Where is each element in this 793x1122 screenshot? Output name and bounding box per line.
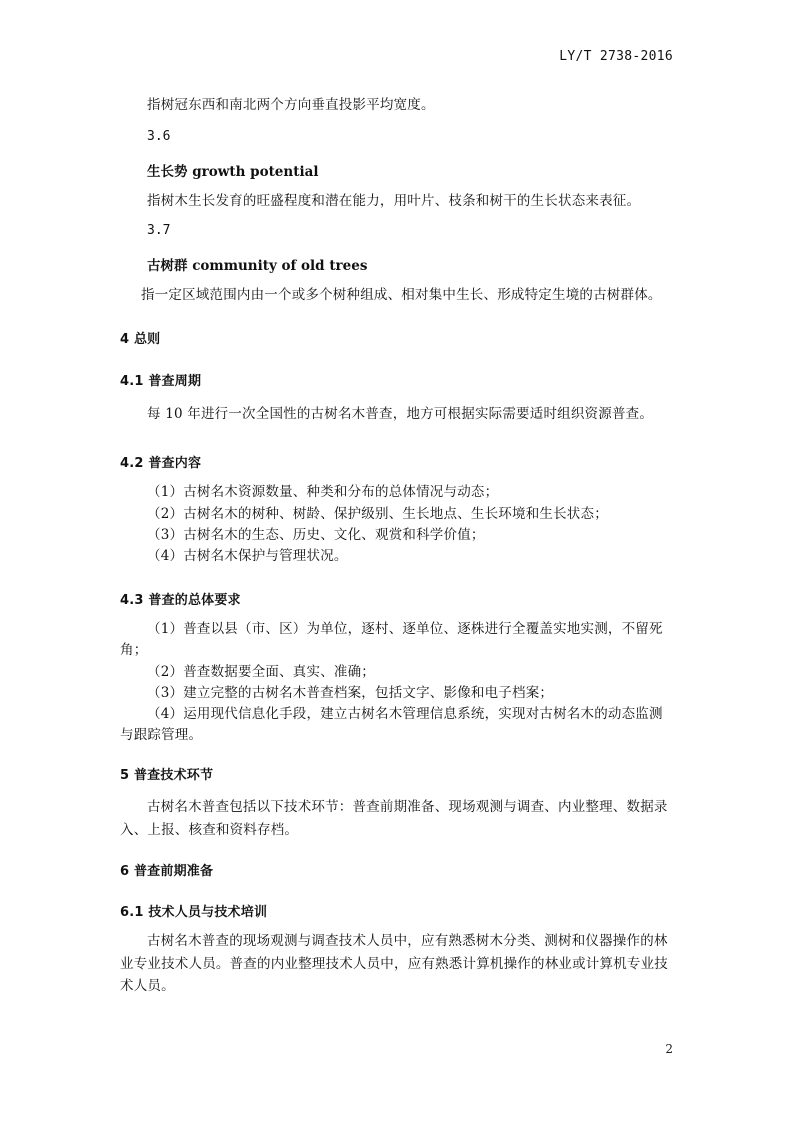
- term-title-3-7: [147, 254, 367, 274]
- section-heading-4-3: 4.3 普查的总体要求: [120, 593, 241, 608]
- section-4-1-text: 每 10 年进行一次全国性的古树名木普查，地方可根据实际需要适时组织资源普查。: [147, 406, 654, 422]
- section-heading-6-1: 6.1 技术人员与技术培训: [120, 905, 268, 920]
- section-4-3-item-4-line-2: 与跟踪管理。: [120, 727, 203, 743]
- section-4-2-item-2: （2）古树名木的树种、树龄、保护级别、生长地点、生长环境和生长状态；: [147, 506, 608, 522]
- section-4-2-item-1: （1）古树名木资源数量、种类和分布的总体情况与动态；: [147, 484, 499, 500]
- section-6-1-text-line-2: 业专业技术人员。普查的内业整理技术人员中，应有熟悉计算机操作的林业或计算机专业技: [120, 956, 668, 972]
- term-title-3-7-en: community of old trees: [192, 258, 368, 274]
- section-heading-6: 6 普查前期准备: [120, 864, 214, 879]
- term-number-3-6: 3.6: [147, 129, 171, 144]
- section-heading-5: 5 普查技术环节: [120, 768, 214, 783]
- term-title-3-7-cn: 古树群: [147, 258, 188, 274]
- section-heading-4-1: 4.1 普查周期: [120, 374, 202, 389]
- section-heading-4-2: 4.2 普查内容: [120, 456, 202, 471]
- section-5-text-line-2: 入、上报、核查和资料存档。: [120, 822, 299, 838]
- term-definition-3-6: 指树木生长发育的旺盛程度和潜在能力，用叶片、枝条和树干的生长状态来表征。: [147, 193, 641, 209]
- term-title-3-6: [147, 160, 318, 180]
- section-heading-4: 4 总则: [120, 332, 161, 347]
- crown-width-definition: 指树冠东西和南北两个方向垂直投影平均宽度。: [147, 97, 435, 113]
- term-title-3-6-en: growth potential: [192, 164, 319, 180]
- section-4-3-item-1-line-2: 角；: [120, 642, 148, 658]
- page-number: 2: [665, 1042, 673, 1056]
- section-4-2-item-3: （3）古树名木的生态、历史、文化、观赏和科学价值；: [147, 527, 485, 543]
- section-4-3-item-2: （2）普查数据要全面、真实、准确；: [147, 664, 375, 680]
- section-6-1-text-line-1: 古树名木普查的现场观测与调查技术人员中，应有熟悉树木分类、测树和仪器操作的林: [147, 933, 668, 949]
- section-6-1-text-line-3: 术人员。: [120, 978, 175, 994]
- section-4-3-item-1-line-1: （1）普查以县（市、区）为单位，逐村、逐单位、逐株进行全覆盖实地实测，不留死: [147, 621, 663, 637]
- section-4-3-item-3: （3）建立完整的古树名木普查档案，包括文字、影像和电子档案；: [147, 685, 554, 701]
- standard-code-header: LY/T 2738-2016: [559, 49, 673, 64]
- term-definition-3-7: 指一定区域范围内由一个或多个树种组成、相对集中生长、形成特定生境的古树群体。: [141, 287, 662, 303]
- section-4-2-item-4: （4）古树名木保护与管理状况。: [147, 548, 348, 564]
- section-4-3-item-4-line-1: （4）运用现代信息化手段，建立古树名木管理信息系统，实现对古树名木的动态监测: [147, 706, 663, 722]
- term-number-3-7: 3.7: [147, 223, 171, 238]
- section-5-text-line-1: 古树名木普查包括以下技术环节：普查前期准备、现场观测与调查、内业整理、数据录: [147, 799, 668, 815]
- term-title-3-6-cn: 生长势: [147, 164, 188, 180]
